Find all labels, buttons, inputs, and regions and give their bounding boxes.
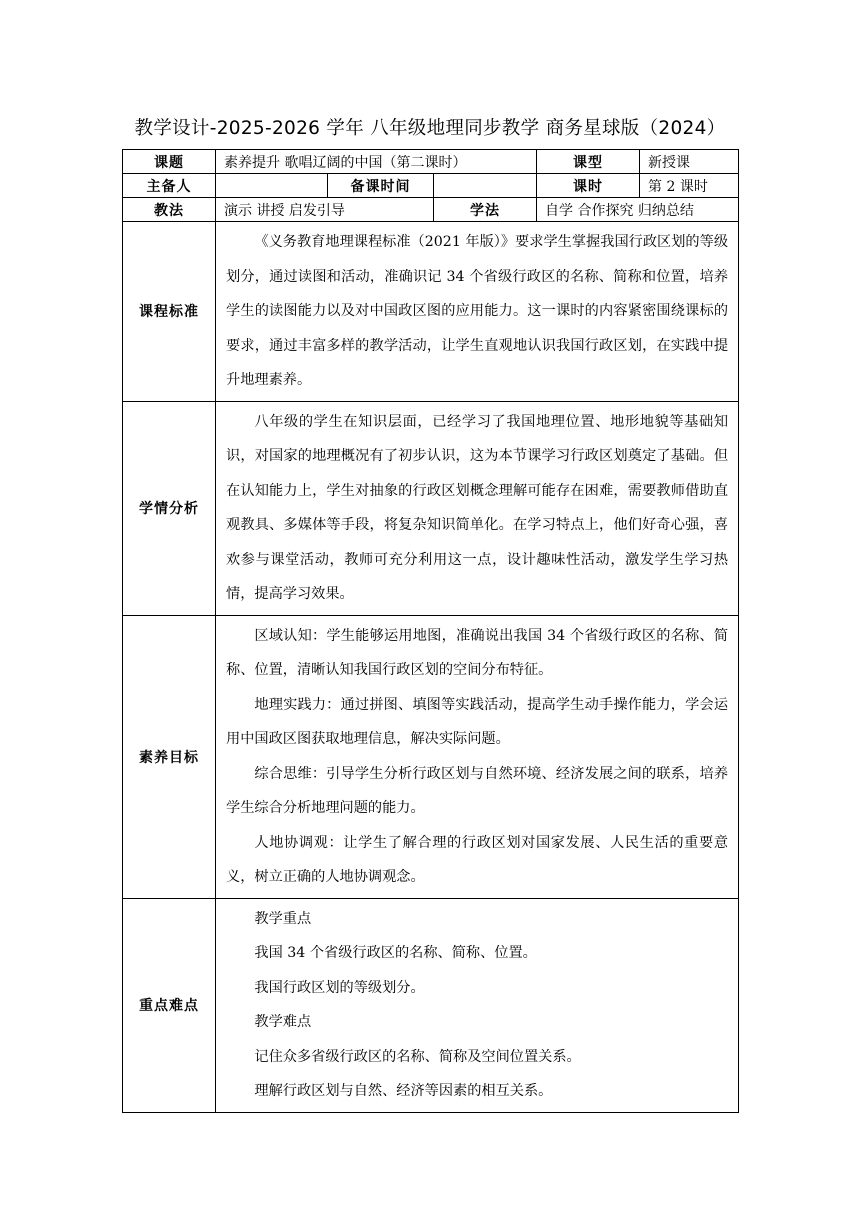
analysis-label: 学情分析 — [123, 401, 216, 615]
teach-method-value: 演示 讲授 启发引导 — [216, 198, 434, 222]
standard-content — [216, 222, 739, 402]
preparer-label: 主备人 — [123, 174, 216, 198]
section-standard — [123, 222, 739, 402]
prep-time-label: 备课时间 — [328, 174, 434, 198]
difficulty-heading: 教学难点 — [254, 1014, 312, 1030]
key-points-content — [216, 898, 739, 1112]
learn-method-value: 自学 合作探究 归纳总结 — [537, 198, 739, 222]
goal-item: 人地协调观：让学生了解合理的行政区划对国家发展、人民生活的重要意义，树立正确的人地协调观念。 — [226, 834, 729, 885]
analysis-content — [216, 401, 739, 615]
key-point-line: 我国行政区划的等级划分。 — [254, 979, 425, 996]
learn-method-label: 学法 — [434, 198, 537, 222]
difficulty-line: 记住众多省级行政区的名称、简称及空间位置关系。 — [254, 1048, 581, 1065]
analysis-text: 八年级的学生在知识层面，已经学习了我国地理位置、地形地貌等基础知识，对国家的地理概况有了初步认识，这为本节课学习行政区划奠定了基础。但在认知能力上，学生对抽象的行政区划概念理解可能存在困难，需要教师借助直观教具、多媒体等手段，将复杂知识简单化。在学习特点上，他们好奇心强，喜欢参与课堂活动，教师可充分利用这一点，设计趣味性活动，激发学生学习热情，提高学习效果。 — [226, 413, 729, 602]
standard-label: 课程标准 — [123, 222, 216, 402]
type-value: 新授课 — [640, 150, 739, 174]
hours-label: 课时 — [537, 174, 640, 198]
section-analysis — [123, 401, 739, 615]
goal-item: 地理实践力：通过拼图、填图等实践活动，提高学生动手操作能力，学会运用中国政区图获取地理信息，解决实际问题。 — [226, 696, 729, 747]
lesson-plan-table — [122, 149, 739, 1113]
prep-time-value — [434, 174, 537, 198]
goals-label: 素养目标 — [123, 615, 216, 898]
key-point-heading: 教学重点 — [254, 910, 312, 927]
goal-item: 综合思维：引导学生分析行政区划与自然环境、经济发展之间的联系，培养学生综合分析地理问题的能力。 — [226, 765, 729, 816]
section-key-points — [123, 898, 739, 1112]
preparer-value — [216, 174, 328, 198]
document-title: 教学设计-2025-2026 学年 八年级地理同步教学 商务星球版（2024） — [134, 118, 726, 139]
header-row-method — [123, 198, 739, 222]
goal-item: 区域认知：学生能够运用地图，准确说出我国 34 个省级行政区的名称、简称、位置，清晰认知我国行政区划的空间分布特征。 — [226, 627, 729, 678]
key-points-label: 重点难点 — [123, 898, 216, 1112]
type-label: 课型 — [537, 150, 640, 174]
key-point-line: 我国 34 个省级行政区的名称、简称、位置。 — [254, 945, 537, 961]
section-goals — [123, 615, 739, 898]
topic-label: 课题 — [123, 150, 216, 174]
hours-value: 第 2 课时 — [640, 174, 739, 198]
teach-method-label: 教法 — [123, 198, 216, 222]
topic-value: 素养提升 歌唱辽阔的中国（第二课时） — [216, 150, 537, 174]
difficulty-line: 理解行政区划与自然、经济等因素的相互关系。 — [254, 1083, 553, 1099]
goals-content — [216, 615, 739, 898]
header-row-topic — [123, 150, 739, 174]
header-row-preparer — [123, 174, 739, 198]
standard-text: 《义务教育地理课程标准（2021 年版）》要求学生掌握我国行政区划的等级划分，通过读图和活动，准确识记 34 个省级行政区的名称、简称和位置，培养学生的读图能力以及对中国政区图的应用能力。这一课时的内容紧密围绕课标的要求，通过丰富多样的教学活动，让学生直观地认识我国行政区划，在实践中提升地理素养。 — [226, 234, 729, 388]
